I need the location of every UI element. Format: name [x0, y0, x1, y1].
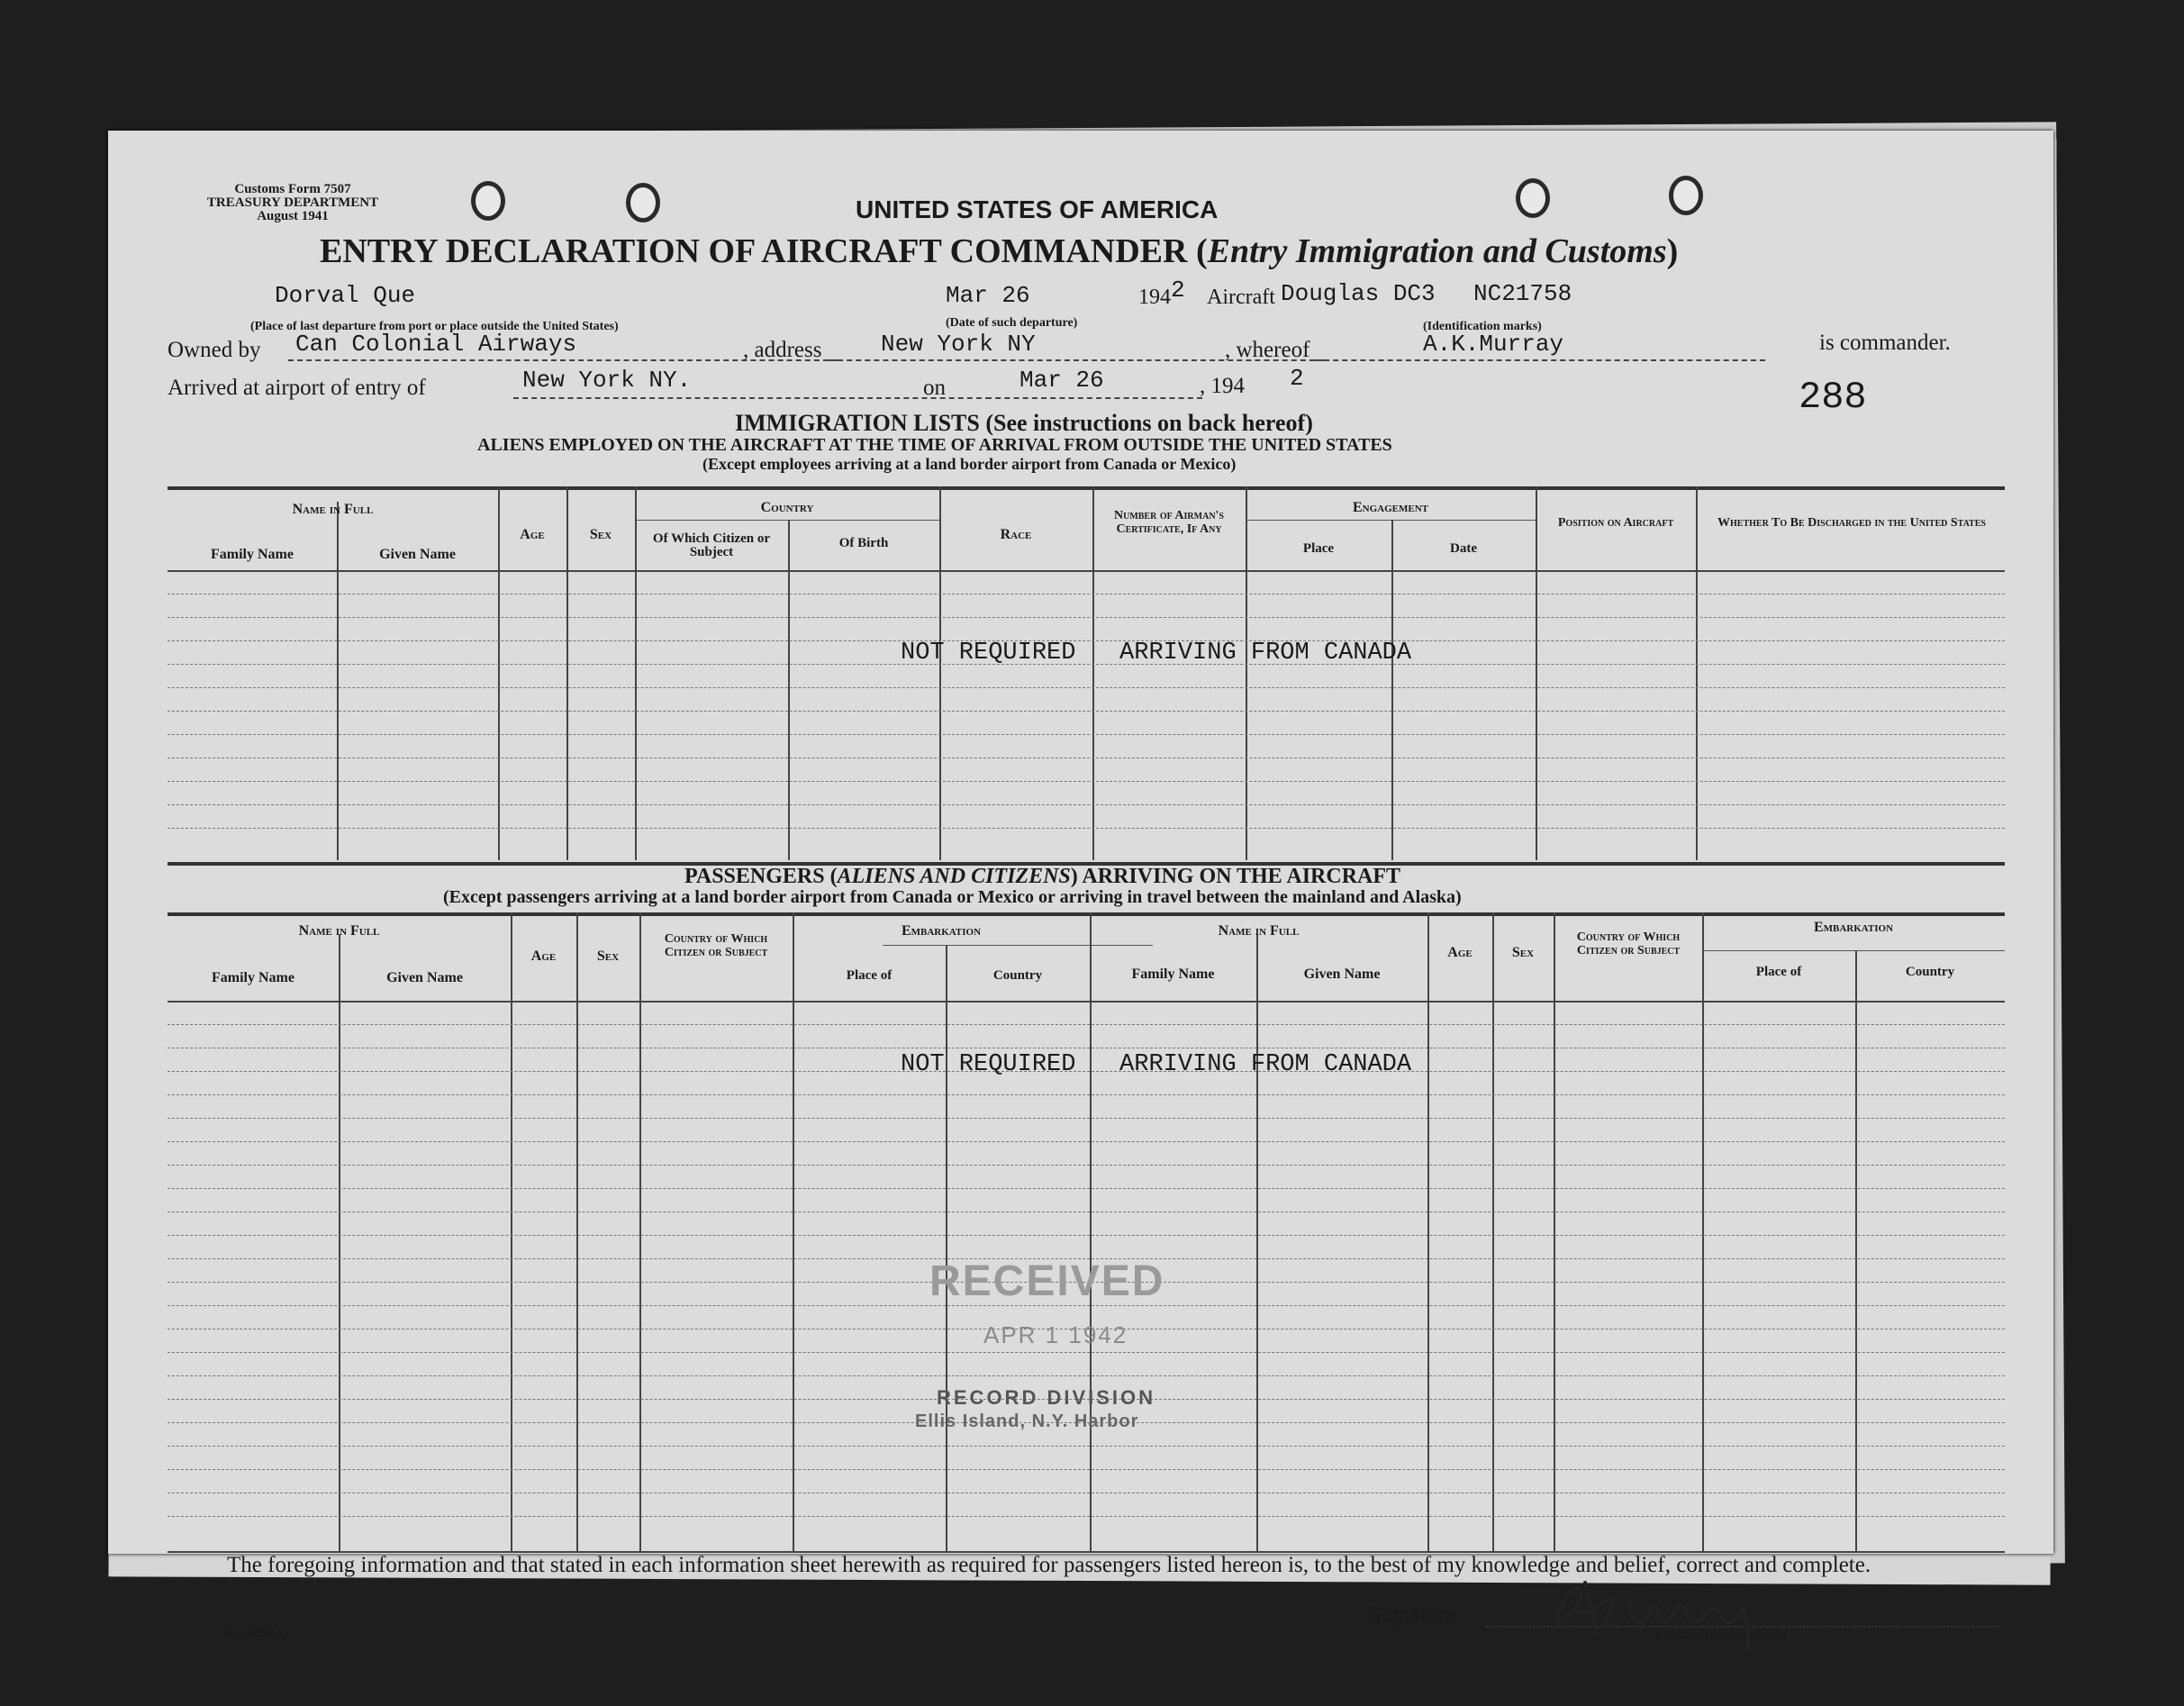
aliens-subheading: (Except employees arriving at a land border airport from Canada or Mexico)	[702, 455, 1237, 473]
departure-year-value: 2	[1171, 277, 1185, 304]
aircraft-type-value: Douglas DC3	[1281, 280, 1436, 307]
col-divider	[1554, 912, 1555, 1551]
col-citizen: Country of Which Citizen or Subject	[664, 932, 768, 959]
col-divider	[639, 912, 641, 1551]
col-divider	[788, 520, 790, 860]
arrival-date-value: Mar 26	[1020, 367, 1104, 394]
col-embarkation-2: Embarkation	[1813, 920, 1894, 935]
punch-hole-icon	[1516, 178, 1550, 218]
col-given-name: Given Name	[379, 547, 456, 562]
row-line	[168, 1446, 2005, 1447]
row-line	[168, 1141, 2005, 1142]
col-citizen-2: Country of Which Citizen or Subject	[1576, 930, 1681, 957]
col-race: Race	[1000, 527, 1032, 542]
departure-place-caption: (Place of last departure from port or place outside the United States)	[250, 320, 619, 333]
aliens-heading: ALIENS EMPLOYED ON THE AIRCRAFT AT THE TIME OF ARRIVAL FROM OUTSIDE THE UNITED STATES	[477, 435, 1392, 455]
passengers-subheading: (Except passengers arriving at a land border airport from Canada or Mexico or arriving in travel between the mainland and Alaska)	[443, 887, 1462, 907]
form-number: Customs Form 7507	[234, 182, 351, 196]
col-sex: Sex	[589, 527, 612, 542]
col-divider	[1702, 912, 1704, 1551]
arrival-on-label: on	[923, 376, 946, 400]
col-name-in-full-2: Name in Full	[1218, 923, 1300, 939]
col-name-in-full: Name in Full	[298, 923, 380, 939]
col-divider	[1090, 912, 1092, 1551]
col-age: Age	[520, 527, 545, 542]
row-line	[168, 687, 2005, 688]
arrival-date-underline	[986, 397, 1202, 399]
row-line	[168, 1165, 2005, 1166]
col-divider	[793, 912, 794, 1551]
departure-place-value: Dorval Que	[275, 282, 416, 309]
commander-label: is commander.	[1819, 331, 1951, 355]
row-line	[168, 781, 2005, 782]
signature-caption: (Aircraft commander)	[1657, 1628, 1786, 1642]
address-label: , address	[743, 338, 822, 362]
col-family-name-2: Family Name	[1131, 966, 1215, 982]
arrival-year-prefix: , 194	[1200, 374, 1245, 398]
col-age: Age	[530, 948, 557, 964]
signature-label: Signature	[1369, 1602, 1455, 1627]
commander-signature-image	[1545, 1572, 1797, 1653]
page-number: 288	[1799, 376, 1867, 419]
departure-date-value: Mar 26	[946, 282, 1030, 309]
col-given-name: Given Name	[386, 970, 463, 985]
form-title-close: )	[1666, 232, 1679, 270]
table-top-rule	[168, 486, 2005, 490]
col-discharged: Whether To Be Discharged in the United States	[1717, 516, 1986, 530]
col-country: Country	[760, 500, 814, 515]
col-family-name: Family Name	[211, 547, 294, 562]
col-family-name: Family Name	[212, 970, 295, 985]
form-title-italic: Entry Immigration and Customs	[1207, 232, 1667, 270]
col-embarkation: Embarkation	[901, 923, 982, 939]
col-divider	[1427, 912, 1429, 1551]
col-divider	[1391, 520, 1393, 860]
col-divider	[576, 912, 578, 1551]
table-top-rule	[168, 912, 2005, 916]
stamp-location: Ellis Island, N.Y. Harbor	[915, 1411, 1139, 1431]
header-bottom-rule	[168, 1001, 2005, 1003]
departure-date-caption: (Date of such departure)	[946, 316, 1078, 330]
col-citizen: Of Which Citizen or Subject	[652, 531, 771, 559]
owner-value: Can Colonial Airways	[295, 331, 577, 358]
stamp-received: RECEIVED	[929, 1257, 1165, 1305]
aliens-not-required-note: NOT REQUIRED ARRIVING FROM CANADA	[901, 640, 1412, 667]
col-country: Country	[992, 968, 1043, 983]
whereof-label: , whereof	[1225, 338, 1310, 362]
stamp-date: APR 1 1942	[983, 1321, 1128, 1348]
passengers-heading-italic: ALIENS AND CITIZENS	[837, 865, 1071, 888]
col-engagement: Engagement	[1352, 500, 1428, 515]
row-line	[168, 1211, 2005, 1212]
row-line	[168, 711, 2005, 712]
arrival-airport-value: New York NY.	[522, 367, 692, 394]
engagement-rule	[1246, 520, 1536, 521]
passengers-not-required-note: NOT REQUIRED ARRIVING FROM CANADA	[901, 1051, 1412, 1078]
col-airman-cert: Number of Airman's Certificate, If Any	[1113, 509, 1224, 536]
form-date: August 1941	[257, 209, 329, 223]
embarkation-rule-right	[1702, 950, 2005, 951]
punch-hole-icon	[626, 183, 660, 222]
col-name-in-full: Name in Full	[292, 502, 374, 517]
address-value: New York NY	[881, 331, 1036, 358]
col-place: Place	[1302, 541, 1335, 556]
form-title	[320, 231, 1678, 271]
col-given-name-2: Given Name	[1303, 966, 1381, 982]
arrival-label: Arrived at airport of entry of	[168, 376, 426, 400]
col-divider	[1492, 912, 1494, 1551]
aircraft-label: Aircraft	[1207, 286, 1275, 309]
row-line	[168, 1375, 2005, 1376]
col-country-2: Country	[1905, 965, 1955, 979]
stamp-division: RECORD DIVISION	[937, 1386, 1156, 1409]
arrival-year-value: 2	[1290, 365, 1304, 392]
col-divider	[946, 945, 947, 1551]
row-line	[168, 828, 2005, 829]
form-sheet	[108, 131, 2053, 1642]
col-divider	[1256, 934, 1258, 1551]
col-position: Position on Aircraft	[1557, 516, 1674, 530]
header-bottom-rule	[168, 570, 2005, 572]
row-line	[168, 804, 2005, 805]
col-place-of: Place of	[846, 968, 893, 983]
col-place-of-2: Place of	[1755, 965, 1802, 979]
punch-hole-icon	[1669, 176, 1703, 215]
arrival-airport-underline	[513, 397, 991, 399]
row-line	[168, 1188, 2005, 1189]
embarkation-rule-left	[883, 945, 1153, 946]
row-line	[168, 1235, 2005, 1236]
commander-value: A.K.Murray	[1423, 331, 1564, 358]
passengers-heading	[684, 865, 1400, 889]
country-rule	[635, 520, 939, 521]
country-title: UNITED STATES OF AMERICA	[856, 195, 1219, 223]
col-sex-2: Sex	[1511, 945, 1535, 960]
immigration-heading: IMMIGRATION LISTS (See instructions on back hereof)	[735, 410, 1313, 436]
departure-year-prefix: 194	[1138, 286, 1171, 309]
print-code: 16—24598-1	[221, 1626, 284, 1639]
col-sex: Sex	[596, 948, 620, 964]
declaration-text: The foregoing information and that stated in each information sheet herewith as required for passengers listed hereon is, to the best of my knowledge and belief, correct and complete.	[227, 1553, 1871, 1577]
row-line	[168, 1352, 2005, 1353]
ident-caption: (Identification marks)	[1423, 320, 1542, 333]
row-line	[168, 1118, 2005, 1119]
row-line	[168, 734, 2005, 735]
commander-underline	[1315, 359, 1765, 361]
passengers-heading-post: ) ARRIVING ON THE AIRCRAFT	[1070, 865, 1401, 888]
form-title-main: ENTRY DECLARATION OF AIRCRAFT COMMANDER (	[320, 232, 1208, 270]
row-line	[168, 617, 2005, 618]
form-id-block	[158, 183, 428, 223]
row-line	[168, 1094, 2005, 1095]
col-divider	[1855, 950, 1857, 1551]
row-line	[168, 1516, 2005, 1517]
punch-hole-icon	[471, 181, 505, 221]
col-divider	[511, 912, 512, 1551]
aircraft-ident-value: NC21758	[1473, 280, 1572, 307]
department: TREASURY DEPARTMENT	[206, 195, 379, 210]
col-birth: Of Birth	[838, 536, 889, 550]
row-line	[168, 1469, 2005, 1470]
col-age-2: Age	[1447, 945, 1473, 960]
col-date: Date	[1450, 541, 1477, 556]
row-line	[168, 1024, 2005, 1025]
passengers-heading-pre: PASSENGERS (	[684, 865, 838, 888]
owner-label: Owned by	[168, 338, 261, 362]
col-divider	[339, 934, 340, 1551]
